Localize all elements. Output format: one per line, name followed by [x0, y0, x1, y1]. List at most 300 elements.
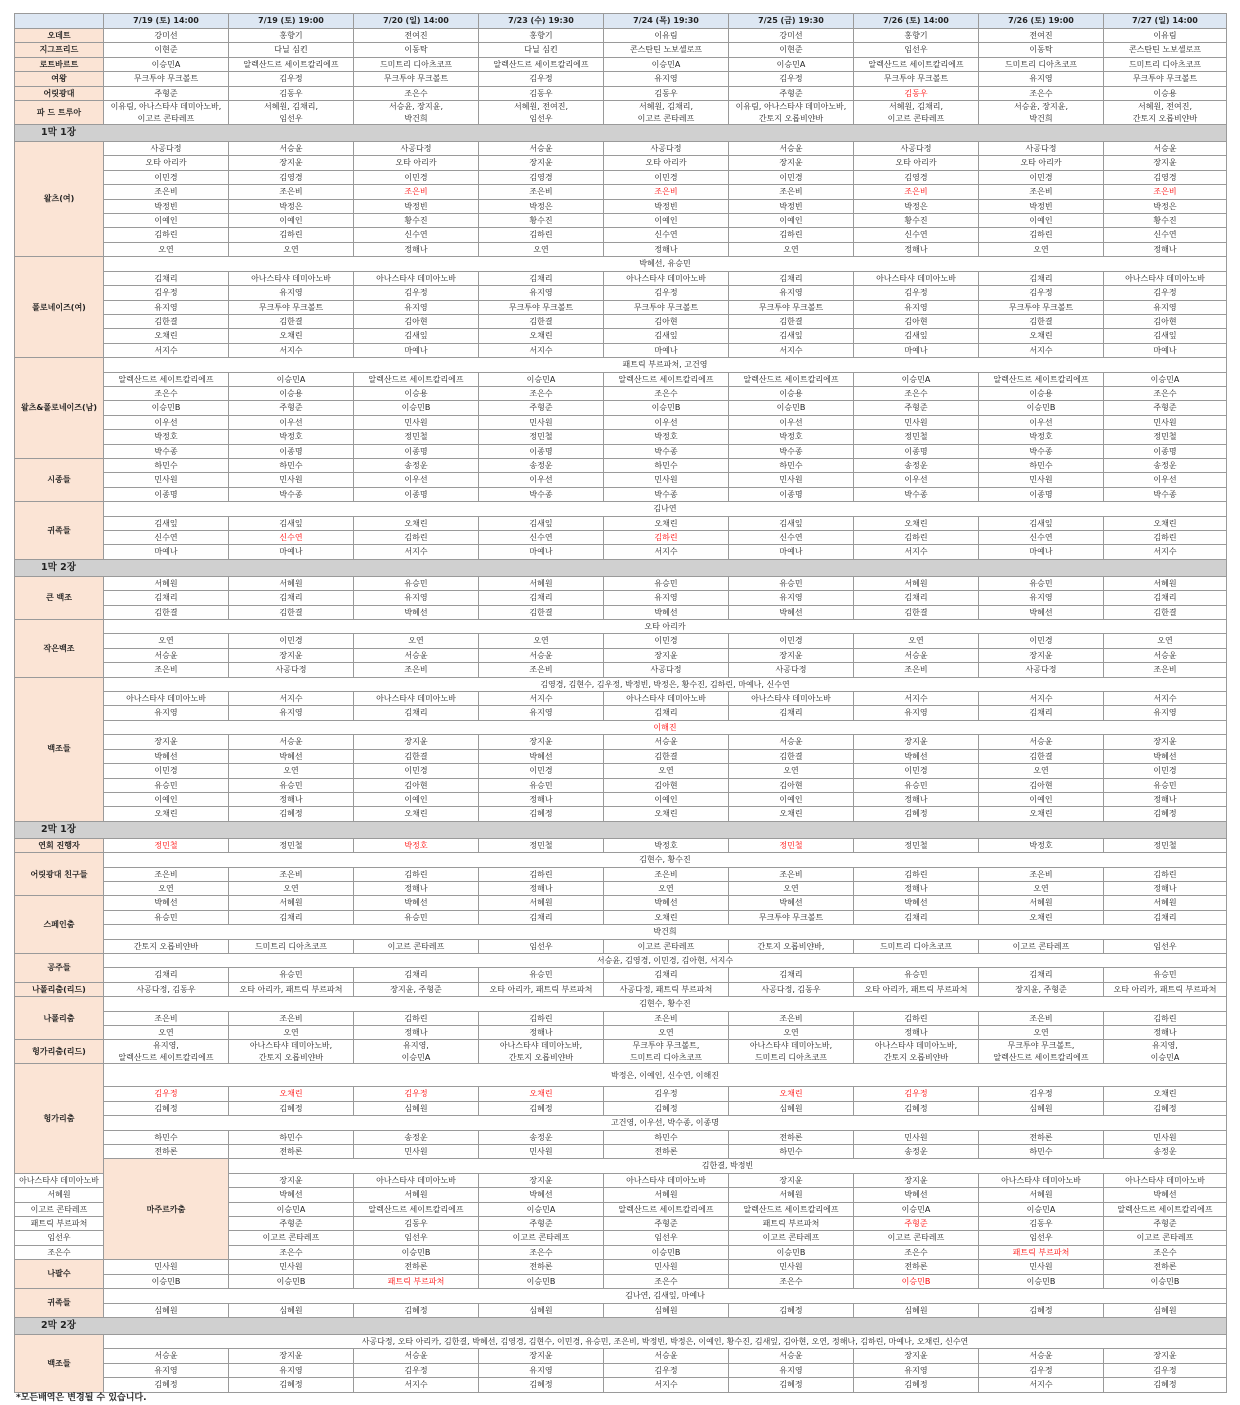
- cast-cell: 박정은: [479, 199, 604, 213]
- cast-cell: 김혜정: [354, 1303, 479, 1317]
- cast-cell: 이민경: [1104, 764, 1227, 778]
- cast-cell: 조은수: [104, 386, 229, 400]
- cast-cell: 조은수: [229, 1245, 354, 1259]
- cast-cell: 서승윤: [854, 648, 979, 662]
- cast-cell: 오연: [479, 634, 604, 648]
- cast-cell: 서승윤: [729, 142, 854, 156]
- cast-cell: 오연: [979, 764, 1104, 778]
- group-cast-cell: 고건영, 이우선, 박수종, 이종명: [104, 1116, 1227, 1130]
- cast-cell: 이민경: [854, 764, 979, 778]
- cast-cell: 유지영: [1104, 300, 1227, 314]
- table-row: [15, 749, 1227, 763]
- cast-cell: 박혜선: [104, 749, 229, 763]
- role-label: 헝가리춤(리드): [15, 1040, 104, 1064]
- cast-cell: 이승민B: [104, 1274, 229, 1288]
- cast-cell: 홍향기: [854, 29, 979, 43]
- cast-cell: 오연: [104, 1026, 229, 1040]
- cast-cell: 사공다정: [854, 142, 979, 156]
- cast-cell: 유지영: [854, 300, 979, 314]
- table-row: [15, 386, 1227, 400]
- cast-cell: 김우정: [604, 286, 729, 300]
- cast-table-body: [15, 29, 1227, 1393]
- cast-cell: 민사원: [979, 1260, 1104, 1274]
- cast-cell: 심혜원: [479, 1303, 604, 1317]
- cast-cell: 이우선: [854, 473, 979, 487]
- cast-cell: 김하린: [354, 531, 479, 545]
- cast-cell: 이동탁: [979, 43, 1104, 57]
- cast-cell: 정민철: [1104, 430, 1227, 444]
- table-row: [15, 314, 1227, 328]
- cast-cell: 이민경: [354, 764, 479, 778]
- cast-cell: 다닐 심킨: [229, 43, 354, 57]
- cast-cell: 이민경: [979, 170, 1104, 184]
- cast-cell: 오연: [729, 242, 854, 256]
- cast-cell: 마예나: [1104, 343, 1227, 357]
- cast-cell: 유지영: [104, 706, 229, 720]
- role-label: 큰 백조: [15, 576, 104, 619]
- cast-cell: 무크투야 무크볼트: [604, 300, 729, 314]
- cast-cell: 아나스타샤 데미아노바: [354, 692, 479, 706]
- cast-cell: 이승민A: [229, 1202, 354, 1216]
- cast-cell: 박수종: [604, 444, 729, 458]
- cast-cell: 전하론: [854, 1260, 979, 1274]
- cast-cell: 정해나: [354, 242, 479, 256]
- cast-cell: 전하론: [354, 1260, 479, 1274]
- cast-cell: 서승윤: [104, 648, 229, 662]
- cast-cell: 박혜선: [729, 605, 854, 619]
- cast-cell: 아나스타샤 데미아노바: [729, 692, 854, 706]
- cast-cell: 이유림, 아나스타샤 데미아노바, 간토지 오롭비얀바: [729, 101, 854, 125]
- table-row: [15, 706, 1227, 720]
- cast-cell: 서승윤: [979, 1349, 1104, 1363]
- cast-cell: 박혜선: [479, 749, 604, 763]
- cast-cell: 김새잎: [854, 329, 979, 343]
- cast-cell: 이승민A: [104, 57, 229, 71]
- role-label: 헝가리춤: [15, 1064, 104, 1173]
- cast-cell: 아나스타샤 데미아노바: [354, 1173, 479, 1187]
- cast-cell: 민사원: [229, 1260, 354, 1274]
- cast-cell: 서혜원: [979, 896, 1104, 910]
- cast-cell: 이승민A: [229, 372, 354, 386]
- cast-cell: 서승윤, 장지윤, 박건희: [979, 101, 1104, 125]
- table-row: [15, 1101, 1227, 1115]
- cast-cell: 정해나: [1104, 242, 1227, 256]
- cast-cell: 정민철: [1104, 838, 1227, 852]
- cast-cell: 오연: [729, 881, 854, 895]
- cast-cell: 장지윤: [229, 1173, 354, 1187]
- cast-cell: 알렉산드르 세이트칼리에프: [729, 372, 854, 386]
- table-row: [15, 156, 1227, 170]
- cast-cell: 신수연: [979, 531, 1104, 545]
- cast-cell: 사공다정, 김동우: [104, 982, 229, 996]
- cast-cell: 박정호: [104, 430, 229, 444]
- cast-cell: 이승민A: [729, 57, 854, 71]
- cast-cell: 오타 아리카, 패트릭 부르파처: [1104, 982, 1227, 996]
- date-header: 7/27 (일) 14:00: [1104, 14, 1227, 29]
- cast-cell: 김혜정: [1104, 1378, 1227, 1392]
- cast-cell: 서혜원, 김채리, 이고르 콘타레프: [854, 101, 979, 125]
- cast-cell: 이예인: [604, 792, 729, 806]
- cast-cell: 장지윤: [729, 156, 854, 170]
- table-row: [15, 358, 1227, 372]
- cast-cell: 패트릭 부르파처: [979, 1245, 1104, 1259]
- table-row: [15, 1363, 1227, 1377]
- cast-cell: 민사원: [729, 1260, 854, 1274]
- cast-cell: 송정운: [854, 1145, 979, 1159]
- cast-cell: 임선우: [604, 1231, 729, 1245]
- table-row: [15, 1378, 1227, 1392]
- cast-cell: 박혜선: [354, 896, 479, 910]
- cast-cell: 유승민: [1104, 778, 1227, 792]
- role-label: 연회 진행자: [15, 838, 104, 852]
- cast-cell: 이종명: [354, 487, 479, 501]
- cast-cell: 이우선: [604, 415, 729, 429]
- table-row: [15, 257, 1227, 271]
- cast-cell: 김하린: [854, 867, 979, 881]
- cast-cell: 조은비: [854, 185, 979, 199]
- cast-cell: 조은비: [979, 185, 1104, 199]
- cast-cell: 신수연: [854, 228, 979, 242]
- role-label: 백조들: [15, 1334, 104, 1392]
- cast-cell: 서지수: [229, 343, 354, 357]
- cast-cell: 유지영: [479, 706, 604, 720]
- cast-cell: 이예인: [604, 214, 729, 228]
- role-label: 나폴리춤(리드): [15, 982, 104, 996]
- cast-cell: 아나스타샤 데미아노바: [104, 692, 229, 706]
- cast-cell: 김하린: [1104, 867, 1227, 881]
- cast-cell: 김하린: [354, 1011, 479, 1025]
- cast-cell: 이우선: [354, 473, 479, 487]
- cast-cell: 서승윤: [229, 142, 354, 156]
- cast-cell: 아나스타샤 데미아노바, 간토지 오롭비얀바: [854, 1040, 979, 1064]
- table-row: [15, 648, 1227, 662]
- cast-cell: 강미선: [729, 29, 854, 43]
- cast-cell: 오타 아리카: [354, 156, 479, 170]
- section-title: 1막 1장: [15, 125, 1227, 142]
- cast-cell: 서혜원: [479, 576, 604, 590]
- table-row: [15, 1159, 1227, 1173]
- cast-cell: 서지수: [854, 545, 979, 559]
- table-row: [15, 185, 1227, 199]
- cast-cell: 김채리: [354, 968, 479, 982]
- cast-cell: 드미트리 디아츠코프: [979, 57, 1104, 71]
- cast-cell: 이유림, 아나스타샤 데미아노바, 이고르 콘타레프: [104, 101, 229, 125]
- role-label: 시종들: [15, 458, 104, 501]
- cast-cell: 이승민B: [229, 1274, 354, 1288]
- cast-cell: 황수진: [854, 214, 979, 228]
- cast-cell: 박정호: [229, 430, 354, 444]
- cast-cell: 장지윤: [479, 1349, 604, 1363]
- cast-cell: 아나스타샤 데미아노바, 간토지 오롭비얀바: [229, 1040, 354, 1064]
- cast-cell: 김우정: [979, 286, 1104, 300]
- cast-cell: 유승민: [104, 910, 229, 924]
- cast-cell: 신수연: [604, 228, 729, 242]
- cast-cell: 박수종: [479, 487, 604, 501]
- table-row: [15, 1289, 1227, 1303]
- cast-cell: 조은수: [479, 1245, 604, 1259]
- cast-cell: 알렉산드르 세이트칼리에프: [354, 372, 479, 386]
- cast-cell: 이우선: [1104, 473, 1227, 487]
- table-row: [15, 764, 1227, 778]
- cast-cell: 조은비: [729, 185, 854, 199]
- cast-cell: 하민수: [979, 1145, 1104, 1159]
- cast-cell: 장지윤: [479, 735, 604, 749]
- cast-cell: 박혜선: [604, 605, 729, 619]
- cast-cell: 박정빈: [729, 199, 854, 213]
- cast-cell: 김우정: [729, 72, 854, 86]
- cast-cell: 김채리: [479, 591, 604, 605]
- cast-cell: 마예나: [854, 343, 979, 357]
- table-row: [15, 214, 1227, 228]
- cast-cell: 김아현: [604, 314, 729, 328]
- cast-cell: 김우정: [104, 1087, 229, 1101]
- cast-cell: 김하린: [729, 228, 854, 242]
- cast-cell: 박혜선: [729, 896, 854, 910]
- cast-cell: 이예인: [979, 214, 1104, 228]
- cast-cell: 김한결: [479, 605, 604, 619]
- cast-cell: 김채리: [479, 910, 604, 924]
- cast-cell: 마예나: [229, 545, 354, 559]
- cast-cell: 김우정: [854, 286, 979, 300]
- table-row: [15, 415, 1227, 429]
- cast-cell: 오채린: [229, 1087, 354, 1101]
- cast-schedule: [14, 13, 1226, 1393]
- role-label: 어릿광대 친구들: [15, 853, 104, 896]
- cast-cell: 민사원: [479, 415, 604, 429]
- cast-cell: 김채리: [229, 591, 354, 605]
- cast-cell: 하민수: [604, 1130, 729, 1144]
- table-row: [15, 853, 1227, 867]
- cast-cell: 이민경: [979, 634, 1104, 648]
- cast-cell: 김혜정: [479, 807, 604, 821]
- group-cast-cell: 박건희: [104, 925, 1227, 939]
- cast-cell: 유승민: [354, 910, 479, 924]
- cast-cell: 무크투야 무크볼트: [1104, 72, 1227, 86]
- cast-cell: 김하린: [1104, 531, 1227, 545]
- cast-cell: 오연: [979, 1026, 1104, 1040]
- cast-cell: 조은수: [854, 386, 979, 400]
- cast-cell: 드미트리 디아츠코프: [354, 57, 479, 71]
- cast-cell: 김한결: [104, 605, 229, 619]
- cast-cell: 김하린: [479, 1011, 604, 1025]
- cast-cell: 김하린: [354, 867, 479, 881]
- table-row: [15, 1064, 1227, 1087]
- cast-cell: 이승민A: [604, 57, 729, 71]
- cast-cell: 조은수: [854, 1245, 979, 1259]
- cast-cell: 김한결: [979, 314, 1104, 328]
- cast-cell: 이종명: [479, 444, 604, 458]
- role-label: 나폴리춤: [15, 997, 104, 1040]
- cast-cell: 김채리: [854, 910, 979, 924]
- cast-cell: 심혜원: [354, 1101, 479, 1115]
- cast-cell: 이고르 콘타레프: [729, 1231, 854, 1245]
- cast-cell: 서지수: [979, 343, 1104, 357]
- cast-cell: 이민경: [479, 764, 604, 778]
- cast-cell: 정민철: [729, 838, 854, 852]
- cast-cell: 정민철: [479, 838, 604, 852]
- table-row: [15, 807, 1227, 821]
- cast-cell: 조은비: [104, 663, 229, 677]
- table-row: [15, 401, 1227, 415]
- cast-cell: 이승민A: [854, 1202, 979, 1216]
- cast-cell: 박정호: [354, 838, 479, 852]
- cast-cell: 이민경: [604, 634, 729, 648]
- cast-cell: 조은비: [854, 663, 979, 677]
- cast-cell: 민사원: [1104, 1130, 1227, 1144]
- cast-cell: 장지윤: [854, 735, 979, 749]
- cast-cell: 김새잎: [104, 516, 229, 530]
- cast-cell: 유지영: [979, 591, 1104, 605]
- cast-cell: 사공다정, 김동우: [729, 982, 854, 996]
- cast-cell: 김채리: [979, 271, 1104, 285]
- cast-cell: 박수종: [604, 487, 729, 501]
- table-row: [15, 430, 1227, 444]
- cast-cell: 서승윤: [604, 1349, 729, 1363]
- cast-cell: 조은비: [229, 867, 354, 881]
- cast-cell: 박수종: [104, 444, 229, 458]
- table-row: [15, 910, 1227, 924]
- cast-cell: 오타 아리카: [979, 156, 1104, 170]
- cast-cell: 김새잎: [1104, 329, 1227, 343]
- cast-cell: 무크투야 무크볼트: [729, 300, 854, 314]
- cast-cell: 김채리: [354, 706, 479, 720]
- cast-cell: 무크투야 무크볼트: [104, 72, 229, 86]
- footnote: *모든배역은 변경될 수 있습니다.: [16, 1393, 147, 1403]
- cast-cell: 조은비: [979, 867, 1104, 881]
- cast-cell: 김아현: [354, 778, 479, 792]
- cast-cell: 서혜원: [979, 1188, 1104, 1202]
- cast-cell: 이현준: [104, 43, 229, 57]
- table-row: [15, 57, 1227, 71]
- cast-cell: 오타 아리카: [104, 156, 229, 170]
- cast-cell: 이승민B: [729, 401, 854, 415]
- cast-cell: 정해나: [854, 792, 979, 806]
- table-row: [15, 720, 1227, 734]
- cast-cell: 민사원: [604, 473, 729, 487]
- table-row: [15, 516, 1227, 530]
- cast-cell: 오연: [104, 634, 229, 648]
- cast-cell: 이종명: [854, 444, 979, 458]
- cast-cell: 서승윤: [479, 648, 604, 662]
- cast-cell: 알렉산드르 세이트칼리에프: [1104, 1202, 1227, 1216]
- cast-cell: 이예인: [729, 214, 854, 228]
- cast-cell: 오연: [604, 764, 729, 778]
- cast-cell: 오채린: [854, 516, 979, 530]
- cast-cell: 서혜원: [229, 576, 354, 590]
- cast-cell: 서승윤: [604, 735, 729, 749]
- cast-cell: 오타 아리카, 패트릭 부르파처: [479, 982, 604, 996]
- cast-cell: 무크투야 무크볼트, 알렉산드르 세이트칼리에프: [979, 1040, 1104, 1064]
- cast-cell: 하민수: [229, 1130, 354, 1144]
- table-row: [15, 605, 1227, 619]
- cast-cell: 김한결: [1104, 605, 1227, 619]
- cast-cell: 오채린: [479, 1087, 604, 1101]
- cast-cell: 이예인: [354, 792, 479, 806]
- cast-cell: 김한결: [604, 749, 729, 763]
- cast-cell: 사공다정: [229, 663, 354, 677]
- cast-cell: 유지영: [1104, 706, 1227, 720]
- cast-cell: 박정빈: [979, 199, 1104, 213]
- cast-cell: 정해나: [479, 1026, 604, 1040]
- group-cast-cell: 김현수, 황수진: [104, 853, 1227, 867]
- cast-cell: 김하린: [854, 531, 979, 545]
- role-label: 파 드 트루아: [15, 101, 104, 125]
- cast-cell: 황수진: [479, 214, 604, 228]
- cast-cell: 황수진: [1104, 214, 1227, 228]
- cast-cell: 조은수: [479, 386, 604, 400]
- cast-cell: 유지영: [354, 300, 479, 314]
- cast-cell: 조은비: [104, 867, 229, 881]
- cast-cell: 장지윤: [479, 156, 604, 170]
- cast-cell: 김한결: [979, 749, 1104, 763]
- cast-cell: 오채린: [354, 516, 479, 530]
- group-cast-cell: 오타 아리카: [104, 620, 1227, 634]
- cast-cell: 전하론: [104, 1145, 229, 1159]
- cast-cell: 신수연: [104, 531, 229, 545]
- cast-cell: 주형준: [1104, 1217, 1227, 1231]
- table-row: [15, 329, 1227, 343]
- cast-cell: 아나스타샤 데미아노바: [604, 271, 729, 285]
- cast-cell: 마예나: [354, 343, 479, 357]
- table-row: [15, 86, 1227, 100]
- cast-cell: 유승민: [854, 778, 979, 792]
- table-row: [15, 939, 1227, 953]
- role-label: 작은백조: [15, 620, 104, 678]
- cast-cell: 박혜선: [1104, 1188, 1227, 1202]
- cast-cell: 서승윤: [104, 1349, 229, 1363]
- cast-cell: 알렉산드르 세이트칼리에프: [354, 1202, 479, 1216]
- cast-cell: 사공다정: [604, 663, 729, 677]
- cast-cell: 조은수: [354, 86, 479, 100]
- cast-cell: 오채린: [729, 807, 854, 821]
- cast-cell: 이민경: [354, 170, 479, 184]
- cast-cell: 유승민: [479, 968, 604, 982]
- cast-cell: 정민철: [354, 430, 479, 444]
- cast-cell: 사공다정: [604, 142, 729, 156]
- cast-cell: 임선우: [354, 1231, 479, 1245]
- section-header: [15, 821, 1227, 838]
- cast-cell: 간토지 오롭비얀바,: [729, 939, 854, 953]
- cast-cell: 장지윤: [104, 735, 229, 749]
- cast-cell: 정민철: [854, 838, 979, 852]
- cast-cell: 이승용: [1104, 86, 1227, 100]
- cast-cell: 오채린: [1104, 516, 1227, 530]
- cast-cell: 유지영: [354, 591, 479, 605]
- cast-cell: 이우선: [729, 415, 854, 429]
- cast-cell: 서지수: [354, 1378, 479, 1392]
- date-header: 7/24 (목) 19:30: [604, 14, 729, 29]
- date-header: 7/25 (금) 19:30: [729, 14, 854, 29]
- cast-cell: 주형준: [479, 401, 604, 415]
- cast-cell: 오타 아리카, 패트릭 부르파처: [229, 982, 354, 996]
- cast-cell: 아나스타샤 데미아노바: [15, 1173, 104, 1187]
- cast-cell: 이종명: [229, 444, 354, 458]
- cast-cell: 이민경: [229, 634, 354, 648]
- cast-cell: 유지영: [979, 72, 1104, 86]
- cast-cell: 김혜정: [479, 1378, 604, 1392]
- cast-cell: 오채린: [104, 807, 229, 821]
- table-row: [15, 29, 1227, 43]
- cast-cell: 이승민B: [354, 1245, 479, 1259]
- cast-cell: 김채리: [729, 968, 854, 982]
- cast-cell: 유지영, 알렉산드르 세이트칼리에프: [104, 1040, 229, 1064]
- cast-cell: 장지윤, 주형준: [354, 982, 479, 996]
- cast-cell: 장지윤: [1104, 156, 1227, 170]
- cast-cell: 이고르 콘타레프: [229, 1231, 354, 1245]
- cast-cell: 박정은: [229, 199, 354, 213]
- role-label: 폴로네이즈(여): [15, 257, 104, 358]
- cast-cell: 김우정: [1104, 286, 1227, 300]
